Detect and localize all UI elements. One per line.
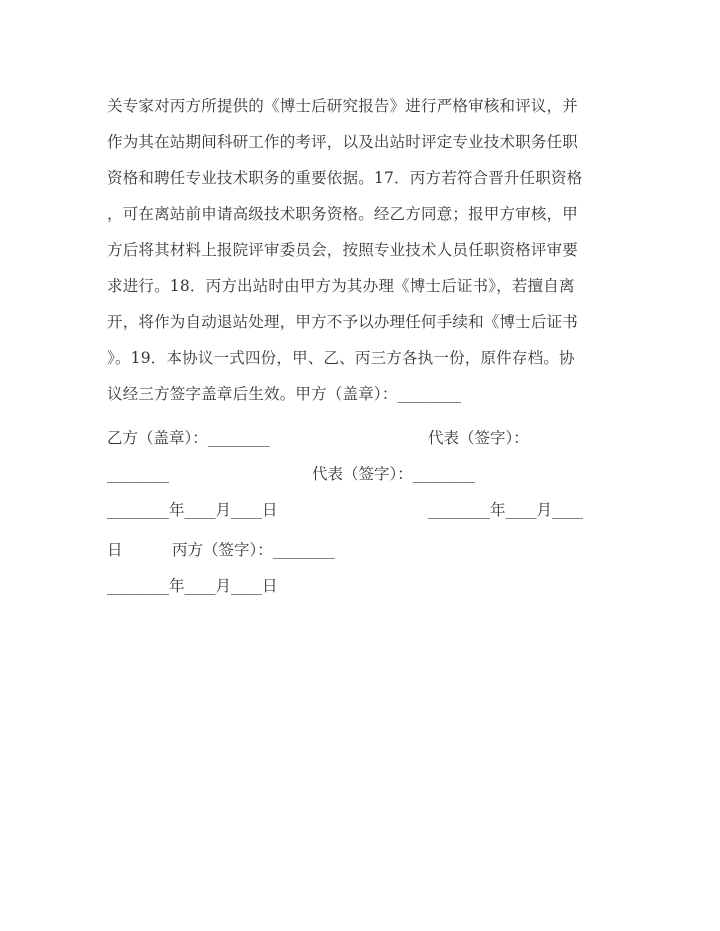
party-c-sign: 丙方（签字）：________ (172, 541, 335, 559)
paragraph-line-6: 求进行。18．丙方出站时由甲方为其办理《博士后证书》，若擅自离 (107, 277, 575, 295)
representative-sign-2: 代表（签字）：________ (312, 465, 475, 483)
date-line-2: ________年____月____ (428, 501, 584, 519)
date-line-3: ________年____月____日 (107, 577, 278, 595)
paragraph-line-9: 议经三方签字盖章后生效。甲方（盖章）：________ (107, 385, 462, 403)
paragraph-line-8: 》。19．本协议一式四份，甲、乙、丙三方各执一份，原件存档。协 (107, 349, 575, 367)
paragraph-line-7: 开，将作为自动退站处理，甲方不予以办理任何手续和《博士后证书 (107, 313, 579, 331)
signature-blank-1: ________ (107, 465, 169, 483)
date-day-suffix: 日 (107, 541, 123, 559)
paragraph-line-4: ，可在离站前申请高级技术职务资格。经乙方同意；报甲方审核，甲 (107, 205, 579, 223)
representative-sign-1: 代表（签字）： (428, 429, 529, 447)
party-b-seal: 乙方（盖章）：________ (107, 429, 270, 447)
paragraph-line-3: 资格和聘任专业技术职务的重要依据。17．丙方若符合晋升任职资格 (107, 169, 583, 187)
date-line-1: ________年____月____日 (107, 501, 278, 519)
paragraph-line-2: 作为其在站期间科研工作的考评，以及出站时评定专业技术职务任职 (107, 133, 579, 151)
paragraph-line-5: 方后将其材料上报院评审委员会，按照专业技术人员任职资格评审要 (107, 241, 579, 259)
paragraph-line-1: 关专家对丙方所提供的《博士后研究报告》进行严格审核和评议，并 (107, 97, 579, 115)
